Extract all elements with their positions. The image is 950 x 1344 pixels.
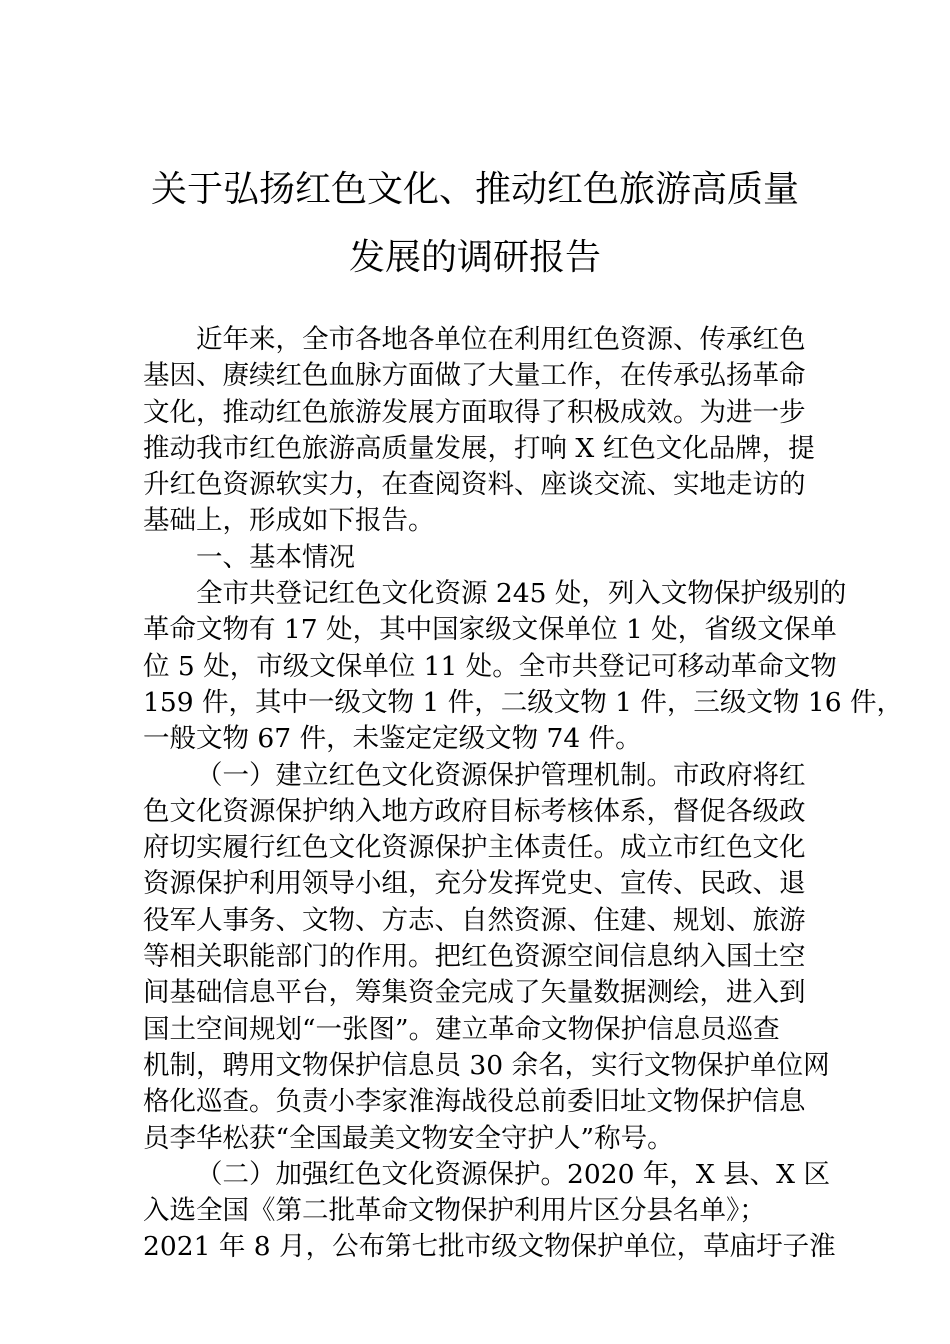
paragraph-line: 159 件，其中一级文物 1 件，二级文物 1 件，三级文物 16 件， [143, 686, 903, 718]
paragraph-line: 2021 年 8 月，公布第七批市级文物保护单位，草庙圩子淮 [143, 1231, 836, 1263]
paragraph-line: 等相关职能部门的作用。把红色资源空间信息纳入国土空 [143, 941, 806, 973]
document-title-line-1: 关于弘扬红色文化、推动红色旅游高质量 [150, 169, 799, 210]
paragraph-line: （二）加强红色文化资源保护。2020 年，X 县、X 区 [196, 1158, 830, 1190]
paragraph-line: 入选全国《第二批革命文物保护利用片区分县名单》； [143, 1195, 766, 1227]
paragraph-line: 机制，聘用文物保护信息员 30 余名，实行文物保护单位网 [143, 1049, 830, 1081]
paragraph-line: 府切实履行红色文化资源保护主体责任。成立市红色文化 [143, 832, 806, 864]
paragraph-line: 文化，推动红色旅游发展方面取得了积极成效。为进一步 [143, 396, 806, 428]
paragraph-line: 役军人事务、文物、方志、自然资源、住建、规划、旅游 [143, 904, 806, 936]
paragraph-line: 国土空间规划“一张图”。建立革命文物保护信息员巡查 [143, 1013, 780, 1045]
paragraph-line: 色文化资源保护纳入地方政府目标考核体系，督促各级政 [143, 795, 806, 827]
paragraph-line: 间基础信息平台，筹集资金完成了矢量数据测绘，进入到 [143, 977, 806, 1009]
document-body [143, 322, 903, 1266]
paragraph-line: 员李华松获“全国最美文物安全守护人”称号。 [143, 1122, 674, 1154]
paragraph-line: （一）建立红色文化资源保护管理机制。市政府将红 [196, 759, 806, 791]
paragraph-line: 一般文物 67 件，未鉴定定级文物 74 件。 [143, 723, 642, 755]
paragraph-line: 革命文物有 17 处，其中国家级文保单位 1 处，省级文保单 [143, 614, 837, 646]
paragraph-line: 基因、赓续红色血脉方面做了大量工作，在传承弘扬革命 [143, 360, 806, 392]
paragraph-line: 资源保护利用领导小组，充分发挥党史、宣传、民政、退 [143, 868, 806, 900]
paragraph-line: 近年来，全市各地各单位在利用红色资源、传承红色 [196, 324, 806, 355]
section-heading: 一、基本情况 [196, 541, 355, 573]
paragraph-line: 格化巡查。负责小李家淮海战役总前委旧址文物保护信息 [143, 1086, 806, 1118]
paragraph-line: 位 5 处，市级文保单位 11 处。全市共登记可移动革命文物 [143, 650, 837, 682]
paragraph-line: 全市共登记红色文化资源 245 处，列入文物保护级别的 [196, 578, 847, 610]
paragraph-line: 推动我市红色旅游高质量发展，打响 X 红色文化品牌，提 [143, 432, 815, 464]
paragraph-line: 升红色资源软实力，在查阅资料、座谈交流、实地走访的 [143, 469, 806, 501]
paragraph-line: 基础上，形成如下报告。 [143, 505, 435, 537]
document-title-line-2: 发展的调研报告 [348, 237, 601, 278]
